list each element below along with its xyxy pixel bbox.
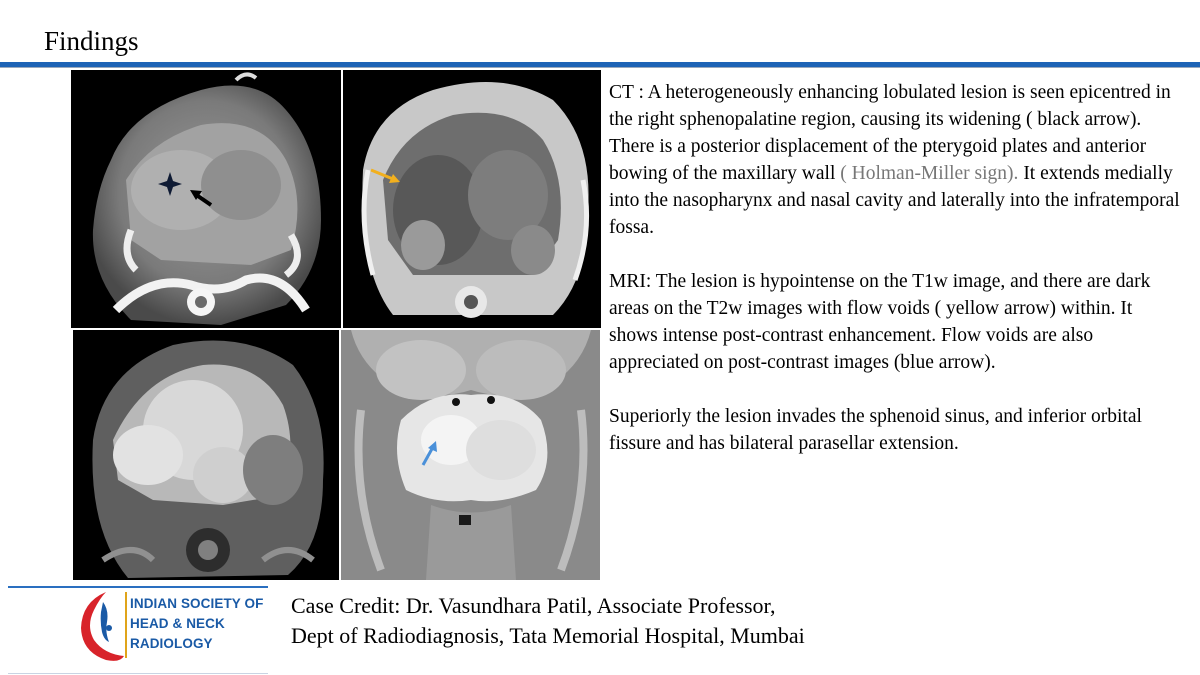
- post-contrast-axial-image: [73, 330, 339, 580]
- coronal-post-contrast-image: [341, 330, 600, 580]
- logo-line-2: HEAD & NECK: [130, 616, 225, 631]
- logo-text: [130, 594, 263, 654]
- ct-findings-text: CT : A heterogeneously enhancing lobulated lesion is seen epicentred in the right sphenopalatine region, causing its widening ( black arrow). There is a posterior displacement of the pterygoid plates and anterior bowing of the maxillary wall: [609, 82, 1171, 184]
- ct-findings-text-continued: It extends medially into the nasopharynx and nasal cavity and laterally into the infratemporal fossa.: [609, 163, 1180, 238]
- mri-findings-paragraph: MRI: The lesion is hypointense on the T1w image, and there are dark areas on the T2w images with flow voids ( yellow arrow) within. It shows intense post-contrast enhancement. Flow voids are also appreciated on post-contrast images (blue arrow).: [609, 271, 1151, 373]
- holman-miller-sign-text: ( Holman-Miller sign).: [840, 163, 1019, 184]
- logo-line-3: RADIOLOGY: [130, 636, 213, 651]
- logo-divider: [125, 592, 127, 658]
- case-credit-line-1: Case Credit: Dr. Vasundhara Patil, Associate Professor,: [291, 593, 776, 618]
- logo-line-1: INDIAN SOCIETY OF: [130, 596, 264, 611]
- findings-text: [609, 79, 1181, 484]
- case-credit-line-2: Dept of Radiodiagnosis, Tata Memorial Hospital, Mumbai: [291, 623, 805, 648]
- ct-findings-paragraph: [609, 79, 1181, 241]
- ct-axial-image: [71, 70, 341, 328]
- page-title: Findings: [44, 26, 139, 56]
- title-rule-shadow: [0, 67, 1200, 68]
- logo-bottom-rule: [8, 673, 268, 674]
- logo-top-rule: [8, 586, 268, 588]
- society-logo-icon: [76, 588, 126, 664]
- superior-extension-paragraph: Superiorly the lesion invades the sphenoid sinus, and inferior orbital fissure and has bilateral parasellar extension.: [609, 406, 1142, 454]
- case-credit: [291, 591, 805, 651]
- t2-axial-image: [343, 70, 601, 328]
